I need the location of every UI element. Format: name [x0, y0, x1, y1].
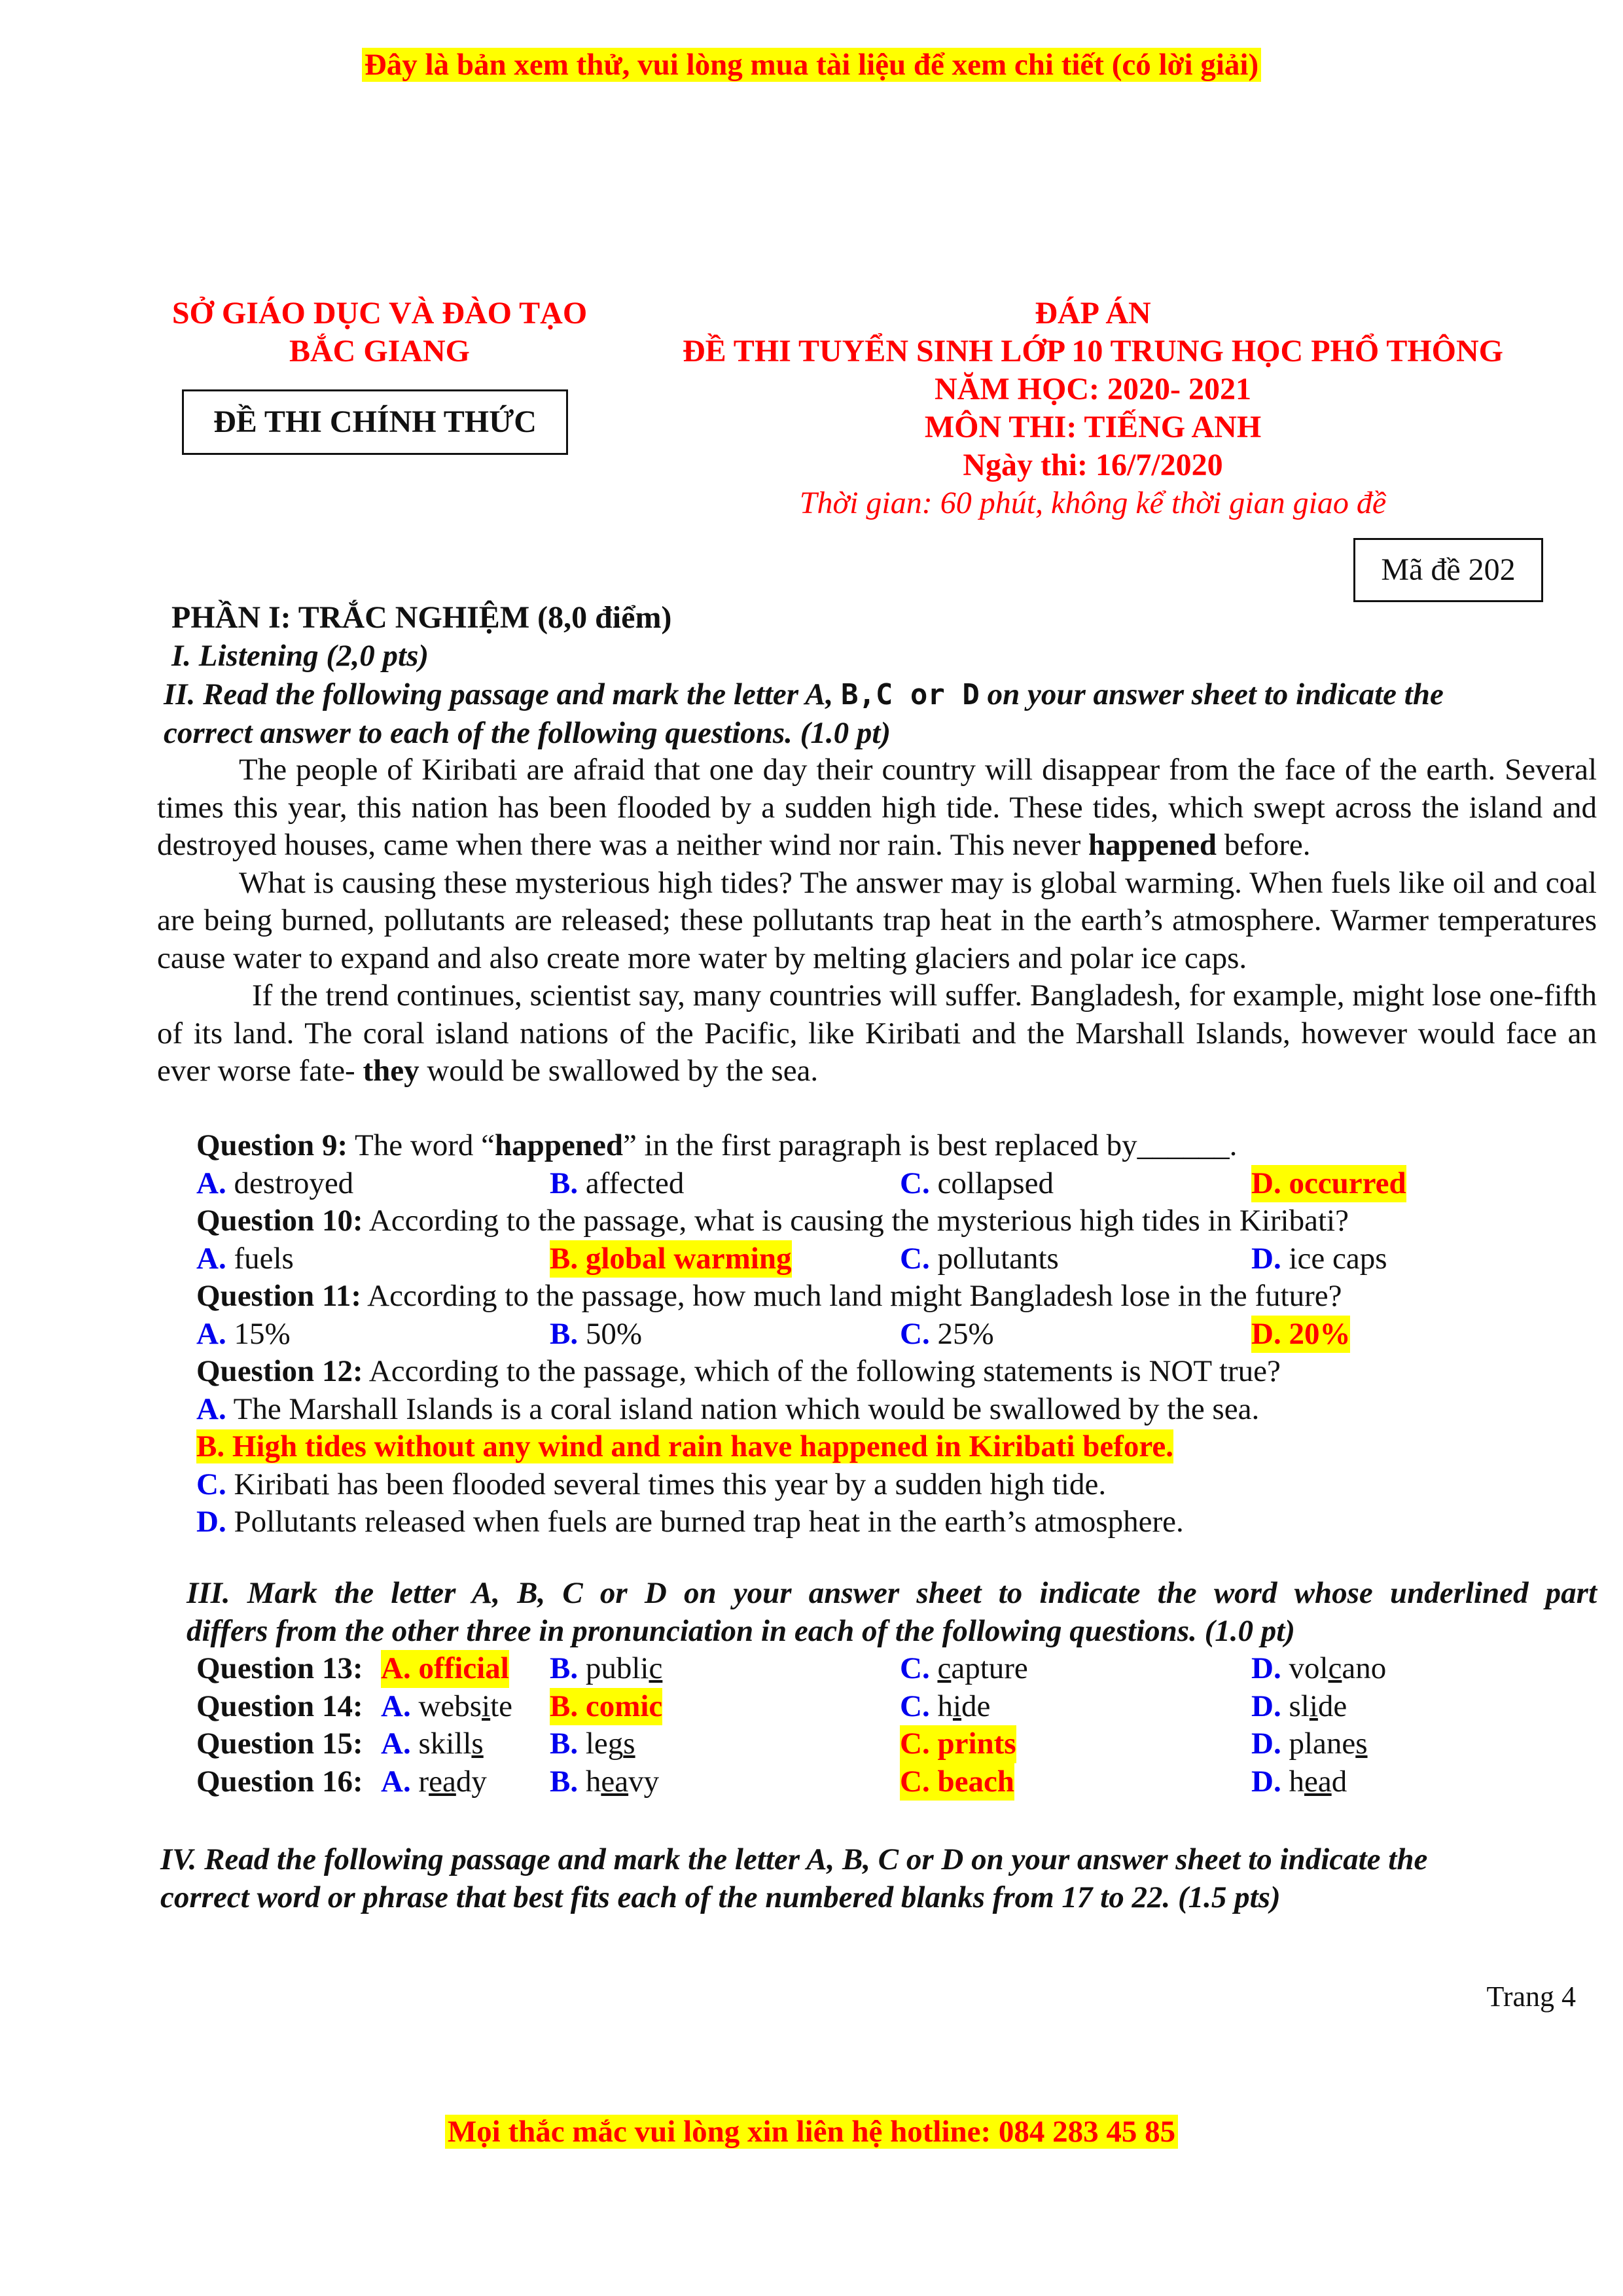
q12-option-a[interactable]: A. The Marshall Islands is a coral island nation which would be swallowed by the sea.	[196, 1391, 1260, 1426]
questions-9-12	[196, 1127, 1597, 1541]
hotline-banner	[0, 2114, 1623, 2149]
exam-code-box	[1353, 538, 1543, 602]
q10-option-c[interactable]: C. pollutants	[900, 1241, 1059, 1276]
pronunciation-section-title	[187, 1574, 1597, 1650]
q14-option-b-correct[interactable]: B. comic	[550, 1688, 662, 1726]
q11-option-d-correct[interactable]: D. 20%	[1251, 1316, 1350, 1354]
section-four-line2: correct word or phrase that best fits each of the numbered blanks from 17 to 22. (1.5 pts)	[160, 1880, 1281, 1914]
question-16	[196, 1763, 1597, 1801]
questions-13-16	[196, 1650, 1597, 1801]
q12-option-d[interactable]: D. Pollutants released when fuels are burned trap heat in the earth’s atmosphere.	[196, 1505, 1184, 1539]
department-name: SỞ GIÁO DỤC VÀ ĐÀO TẠO	[171, 296, 588, 331]
province-name: BẮC GIANG	[289, 334, 471, 368]
official-exam-box	[182, 389, 568, 455]
preview-banner-text: Đây là bản xem thử, vui lòng mua tài liệu để xem chi tiết (có lời giải)	[362, 48, 1261, 82]
preview-banner	[0, 47, 1623, 82]
passage-paragraph-1: The people of Kiribati are afraid that one day their country will disappear from the face of the earth. Several times this year, this nation has been flooded by a sudden high tide. These tides, which swept across the island and destroyed houses, came when there was a neither wind nor rain. This never happened before.	[157, 753, 1597, 862]
q10-option-b-correct[interactable]: B. global warming	[550, 1240, 792, 1278]
q16-option-c-correct[interactable]: C. beach	[900, 1763, 1014, 1801]
q16-option-d[interactable]: D. head	[1251, 1764, 1347, 1799]
question-9: Question 9: The word “happened” in the first paragraph is best replaced by______.	[196, 1128, 1238, 1162]
question-12: Question 12: According to the passage, which of the following statements is NOT true?	[196, 1354, 1281, 1388]
part-one-title: PHẦN I: TRẮC NGHIỆM (8,0 điểm)	[171, 600, 672, 635]
answer-key-title: ĐÁP ÁN	[1035, 296, 1151, 331]
q16-label: Question 16:	[196, 1764, 363, 1799]
question-11: Question 11: According to the passage, how much land might Bangladesh lose in the future?	[196, 1279, 1342, 1313]
q15-option-b[interactable]: B. legs	[550, 1727, 635, 1761]
exam-code: Mã đề 202	[1381, 552, 1516, 587]
q14-option-a[interactable]: A. website	[381, 1689, 513, 1723]
q16-option-b[interactable]: B. heavy	[550, 1764, 660, 1799]
exam-duration: Thời gian: 60 phút, không kể thời gian giao đề	[799, 486, 1387, 520]
q10-option-a[interactable]: A. fuels	[196, 1241, 294, 1276]
subject: MÔN THI: TIẾNG ANH	[924, 410, 1262, 444]
section-two-text-c: on your answer sheet to indicate the	[979, 677, 1444, 711]
q13-option-c[interactable]: C. capture	[900, 1651, 1028, 1685]
section-two-text-a: II. Read the following passage and mark the letter A,	[164, 677, 841, 711]
cloze-section-title	[160, 1840, 1600, 1916]
q11-option-a[interactable]: A. 15%	[196, 1316, 291, 1351]
school-year: NĂM HỌC: 2020- 2021	[935, 372, 1251, 406]
q14-option-c[interactable]: C. hide	[900, 1689, 991, 1723]
q15-option-d[interactable]: D. planes	[1251, 1727, 1368, 1761]
question-10-options	[196, 1240, 1597, 1278]
q11-option-c[interactable]: C. 25%	[900, 1316, 994, 1351]
q14-option-d[interactable]: D. slide	[1251, 1689, 1347, 1723]
exam-title-block	[628, 295, 1558, 522]
q9-option-d-correct[interactable]: D. occurred	[1251, 1165, 1406, 1203]
question-15	[196, 1725, 1597, 1763]
section-two-text-line2: correct answer to each of the following questions. (1.0 pt)	[164, 716, 891, 750]
exam-name: ĐỀ THI TUYỂN SINH LỚP 10 TRUNG HỌC PHỔ THÔNG	[682, 334, 1504, 368]
section-three-line1: III. Mark the letter A, B, C or D on your answer sheet to indicate the word whose underlined part	[187, 1576, 1597, 1610]
reading-passage	[157, 751, 1597, 1090]
q13-label: Question 13:	[196, 1651, 363, 1685]
official-exam-label: ĐỀ THI CHÍNH THỨC	[213, 404, 537, 439]
exam-date: Ngày thi: 16/7/2020	[963, 448, 1223, 482]
section-four-line1: IV. Read the following passage and mark the letter A, B, C or D on your answer sheet to indicate the	[160, 1842, 1428, 1876]
passage-paragraph-2: What is causing these mysterious high tides? The answer may is global warming. When fuels like oil and coal are being burned, pollutants are released; these pollutants trap heat in the earth’s atmosphere. Warmer temperatures cause water to expand and also create more water by melting glaciers and polar ice caps.	[157, 865, 1597, 975]
q14-label: Question 14:	[196, 1689, 363, 1723]
department-header	[151, 295, 609, 370]
q10-option-d[interactable]: D. ice caps	[1251, 1241, 1387, 1276]
q9-option-b[interactable]: B. affected	[550, 1166, 685, 1200]
q16-option-a[interactable]: A. ready	[381, 1764, 487, 1799]
page-number: Trang 4	[1486, 1981, 1576, 2013]
passage-paragraph-3: If the trend continues, scientist say, many countries will suffer. Bangladesh, for example, might lose one-fifth of its land. The coral island nations of the Pacific, like Kiribati and the Marshall Islands, however would face an ever worse fate- they would be swallowed by the sea.	[157, 978, 1597, 1088]
question-14	[196, 1688, 1597, 1726]
q15-option-a[interactable]: A. skills	[381, 1727, 484, 1761]
q11-option-b[interactable]: B. 50%	[550, 1316, 643, 1351]
question-10: Question 10: According to the passage, what is causing the mysterious high tides in Kiribati?	[196, 1204, 1349, 1238]
q15-label: Question 15:	[196, 1727, 363, 1761]
q12-option-b-correct[interactable]: B. High tides without any wind and rain have happened in Kiribati before.	[196, 1429, 1173, 1463]
question-9-options	[196, 1165, 1597, 1203]
q13-option-b[interactable]: B. public	[550, 1651, 663, 1685]
section-three-line2: differs from the other three in pronunciation in each of the following questions. (1.0 pt)	[187, 1614, 1295, 1648]
listening-section-title: I. Listening (2,0 pts)	[171, 639, 429, 673]
q9-option-a[interactable]: A. destroyed	[196, 1166, 354, 1200]
q9-option-c[interactable]: C. collapsed	[900, 1166, 1054, 1200]
section-two-text-b: B,C or D	[840, 678, 980, 711]
hotline-banner-text: Mọi thắc mắc vui lòng xin liên hệ hotline: 084 283 45 85	[445, 2115, 1178, 2149]
question-11-options	[196, 1316, 1597, 1354]
q12-option-c[interactable]: C. Kiribati has been flooded several times this year by a sudden high tide.	[196, 1467, 1107, 1501]
reading-section-title	[164, 675, 1603, 752]
q13-option-a-correct[interactable]: A. official	[381, 1650, 509, 1688]
q15-option-c-correct[interactable]: C. prints	[900, 1725, 1016, 1763]
question-13	[196, 1650, 1597, 1688]
q13-option-d[interactable]: D. volcano	[1251, 1651, 1387, 1685]
